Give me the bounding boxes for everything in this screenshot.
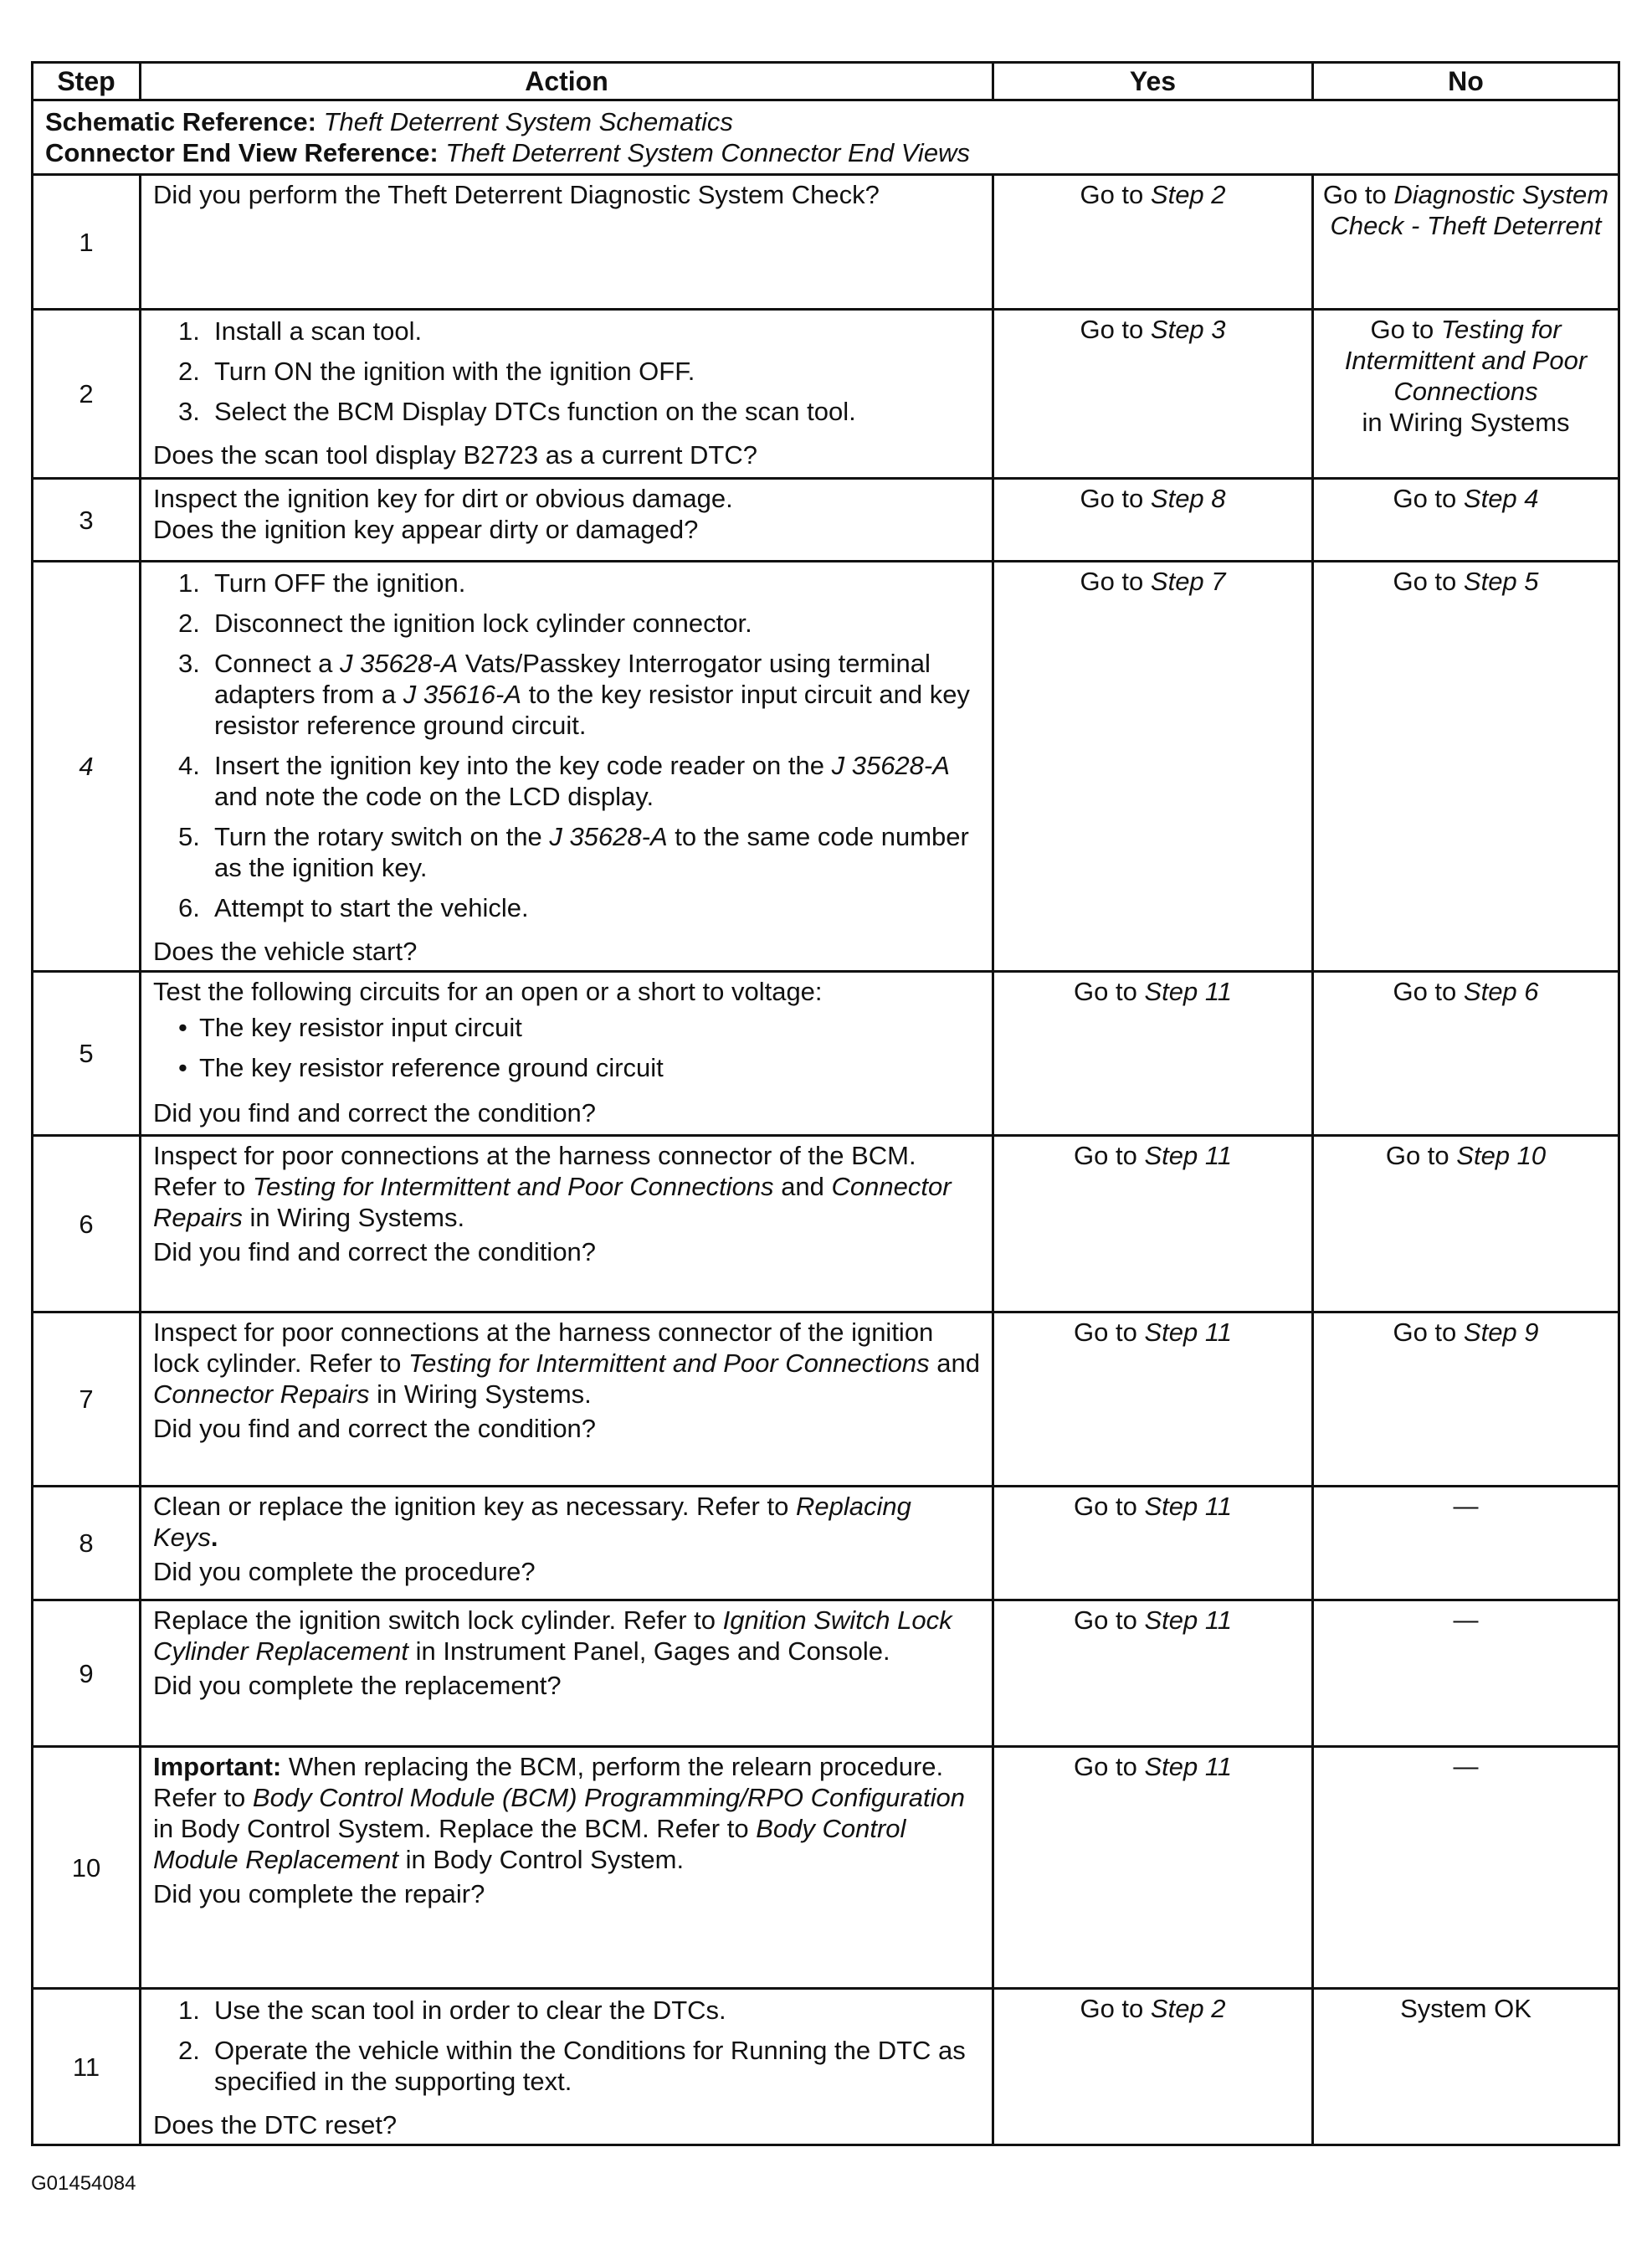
yes-link[interactable]: Step 11 — [1144, 1318, 1233, 1347]
bullet-list — [153, 1012, 980, 1092]
question-text: Did you find and correct the condition? — [153, 1098, 597, 1128]
action-cell — [141, 1487, 993, 1600]
schematic-reference: Schematic Reference: Theft Deterrent System Schematics — [45, 107, 733, 136]
reference-link[interactable]: Connector Repairs — [153, 1379, 370, 1409]
action-cell — [141, 562, 993, 972]
yes-cell: Go to Step 2 — [993, 1989, 1313, 2145]
no-link[interactable]: Step 9 — [1463, 1318, 1539, 1347]
action-cell — [141, 1136, 993, 1312]
table-row — [33, 1989, 1619, 2145]
list-item: 2. Disconnect the ignition lock cylinder connector. — [178, 609, 752, 638]
no-link[interactable]: Step 6 — [1463, 977, 1539, 1006]
question-text: Did you find and correct the condition? — [153, 1237, 597, 1266]
connector-reference: Connector End View Reference: Theft Deterrent System Connector End Views — [45, 138, 970, 167]
reference-link[interactable]: Ignition Switch Lock Cylinder Replacement — [153, 1605, 952, 1666]
yes-link[interactable]: Step 11 — [1144, 1141, 1233, 1170]
instruction-text: Clean or replace the ignition key as necessary. Refer to Replacing Keys. — [153, 1492, 911, 1552]
yes-link[interactable]: Step 11 — [1144, 1605, 1233, 1635]
references-row — [33, 100, 1619, 175]
table-row — [33, 1600, 1619, 1747]
instruction-text: Inspect for poor connections at the harness connector of the BCM. Refer to Testing for Intermittent and Poor Connections and Connector Repairs in Wiring Systems. — [153, 1141, 952, 1232]
instruction-text: Replace the ignition switch lock cylinder. Refer to Ignition Switch Lock Cylinder Replacement in Instrument Panel, Gages and Console. — [153, 1605, 952, 1666]
procedure-list — [153, 316, 980, 436]
question-text: Did you complete the replacement? — [153, 1671, 562, 1700]
yes-cell: Go to Step 11 — [993, 1600, 1313, 1747]
list-item: 1. Install a scan tool. — [178, 316, 423, 346]
no-cell: Go to Diagnostic System Check - Theft Deterrent — [1313, 175, 1619, 310]
yes-cell: Go to Step 11 — [993, 972, 1313, 1136]
yes-link[interactable]: Step 7 — [1150, 567, 1226, 596]
table-row — [33, 175, 1619, 310]
reference-link[interactable]: Connector Repairs — [153, 1172, 952, 1232]
step-number: 6 — [33, 1136, 141, 1312]
step-number: 4 — [33, 562, 141, 972]
reference-link[interactable]: Testing for Intermittent and Poor Connections — [408, 1348, 930, 1378]
no-link[interactable]: Step 5 — [1463, 567, 1539, 596]
action-cell — [141, 972, 993, 1136]
no-cell: Go to Step 6 — [1313, 972, 1619, 1136]
action-cell — [141, 1312, 993, 1487]
yes-link[interactable]: Step 11 — [1144, 977, 1233, 1006]
list-item: 1. Turn OFF the ignition. — [178, 568, 466, 598]
no-cell: — — [1313, 1487, 1619, 1600]
action-cell — [141, 1989, 993, 2145]
procedure-list — [153, 1995, 980, 2106]
question-text: Did you perform the Theft Deterrent Diagnostic System Check? — [153, 180, 880, 209]
references-cell — [33, 100, 1619, 175]
yes-link[interactable]: Step 3 — [1150, 315, 1226, 344]
reference-link[interactable]: Body Control Module Replacement — [153, 1814, 906, 1874]
yes-cell: Go to Step 11 — [993, 1136, 1313, 1312]
yes-link[interactable]: Step 2 — [1150, 1994, 1226, 2023]
yes-cell: Go to Step 11 — [993, 1312, 1313, 1487]
step-number: 10 — [33, 1747, 141, 1989]
question-text: Does the DTC reset? — [153, 2110, 398, 2139]
tool-ref: J 35628-A — [549, 822, 668, 851]
list-item: 6. Attempt to start the vehicle. — [178, 893, 529, 922]
yes-cell: Go to Step 11 — [993, 1487, 1313, 1600]
no-cell: Go to Step 10 — [1313, 1136, 1619, 1312]
question-text: Did you complete the procedure? — [153, 1557, 536, 1586]
no-link[interactable]: Step 4 — [1463, 484, 1539, 513]
no-cell: — — [1313, 1747, 1619, 1989]
step-number: 11 — [33, 1989, 141, 2145]
yes-link[interactable]: Step 8 — [1150, 484, 1226, 513]
table-row — [33, 562, 1619, 972]
list-item: 2. Turn ON the ignition with the ignition OFF. — [178, 357, 695, 386]
table-row — [33, 1136, 1619, 1312]
table-row — [33, 310, 1619, 479]
no-link[interactable]: Testing for Intermittent and Poor Connections — [1344, 315, 1588, 406]
diagnostic-table — [31, 61, 1620, 2146]
question-text: Does the vehicle start? — [153, 937, 418, 966]
no-cell: — — [1313, 1600, 1619, 1747]
list-item: 3. Select the BCM Display DTCs function on the scan tool. — [178, 397, 856, 426]
reference-link[interactable]: Replacing Keys — [153, 1492, 911, 1552]
action-cell — [141, 1747, 993, 1989]
list-item: 1. Use the scan tool in order to clear the DTCs. — [178, 1996, 726, 2025]
important-label: Important: — [153, 1752, 282, 1781]
list-item: 2. Operate the vehicle within the Conditions for Running the DTC as specified in the supporting text. — [178, 2036, 966, 2096]
step-number: 3 — [33, 479, 141, 562]
no-cell: Go to Step 9 — [1313, 1312, 1619, 1487]
list-item: 4. Insert the ignition key into the key code reader on the J 35628-A and note the code on the LCD display. — [178, 751, 950, 811]
list-item: • The key resistor reference ground circuit — [178, 1053, 664, 1082]
question-text: Does the scan tool display B2723 as a current DTC? — [153, 440, 757, 470]
header-no: No — [1313, 63, 1619, 100]
list-item: • The key resistor input circuit — [178, 1013, 522, 1042]
question-text: Does the ignition key appear dirty or damaged? — [153, 515, 699, 544]
no-link[interactable]: Step 10 — [1456, 1141, 1547, 1170]
action-cell — [141, 479, 993, 562]
header-action: Action — [141, 63, 993, 100]
table-row — [33, 479, 1619, 562]
no-cell: Go to Testing for Intermittent and Poor Connections in Wiring Systems — [1313, 310, 1619, 479]
list-item: 5. Turn the rotary switch on the J 35628-A to the same code number as the ignition key. — [178, 822, 969, 882]
step-number: 8 — [33, 1487, 141, 1600]
question-text: Did you complete the repair? — [153, 1879, 485, 1908]
yes-link[interactable]: Step 11 — [1144, 1492, 1233, 1521]
no-link[interactable]: Diagnostic System Check - Theft Deterrent — [1330, 180, 1609, 240]
no-cell: System OK — [1313, 1989, 1619, 2145]
header-yes: Yes — [993, 63, 1313, 100]
step-number: 7 — [33, 1312, 141, 1487]
step-number: 9 — [33, 1600, 141, 1747]
tool-ref: J 35628-A — [831, 751, 950, 780]
step-number: 2 — [33, 310, 141, 479]
tool-ref: J 35616-A — [403, 680, 522, 709]
table-row — [33, 1487, 1619, 1600]
question-text: Did you find and correct the condition? — [153, 1414, 597, 1443]
instruction-text: Inspect for poor connections at the harness connector of the ignition lock cylinder. Refer to Testing for Intermittent and Poor Connections and Connector Repairs in Wiring Systems. — [153, 1318, 980, 1409]
table-row — [33, 1747, 1619, 1989]
step-number: 5 — [33, 972, 141, 1136]
procedure-list — [153, 568, 980, 932]
action-cell — [141, 310, 993, 479]
reference-link[interactable]: Testing for Intermittent and Poor Connections — [252, 1172, 774, 1201]
yes-cell: Go to Step 7 — [993, 562, 1313, 972]
header-row — [33, 63, 1619, 100]
no-cell: Go to Step 5 — [1313, 562, 1619, 972]
tool-ref: J 35628-A — [339, 649, 459, 678]
yes-cell: Go to Step 11 — [993, 1747, 1313, 1989]
figure-id: G01454084 — [31, 2172, 136, 2195]
yes-cell: Go to Step 2 — [993, 175, 1313, 310]
instruction-text: Test the following circuits for an open or a short to voltage: — [153, 977, 823, 1006]
table-row — [33, 972, 1619, 1136]
yes-link[interactable]: Step 2 — [1150, 180, 1226, 209]
yes-link[interactable]: Step 11 — [1144, 1752, 1233, 1781]
yes-cell: Go to Step 3 — [993, 310, 1313, 479]
action-cell — [141, 1600, 993, 1747]
header-step: Step — [33, 63, 141, 100]
instruction-text: Inspect the ignition key for dirt or obvious damage. — [153, 484, 733, 513]
table-row — [33, 1312, 1619, 1487]
step-number: 1 — [33, 175, 141, 310]
yes-cell: Go to Step 8 — [993, 479, 1313, 562]
instruction-text: Important: When replacing the BCM, perform the relearn procedure. Refer to Body Control Module (BCM) Programming/RPO Configuration in Body Control System. Replace the BCM. Refer to Body Control Module Replacement in Body Control System. — [153, 1752, 966, 1874]
list-item: 3. Connect a J 35628-A Vats/Passkey Interrogator using terminal adapters from a J 35616-A to the key resistor input circuit and key resistor reference ground circuit. — [178, 649, 970, 740]
action-cell — [141, 175, 993, 310]
reference-link[interactable]: Body Control Module (BCM) Programming/RPO Configuration — [252, 1783, 966, 1812]
no-cell: Go to Step 4 — [1313, 479, 1619, 562]
